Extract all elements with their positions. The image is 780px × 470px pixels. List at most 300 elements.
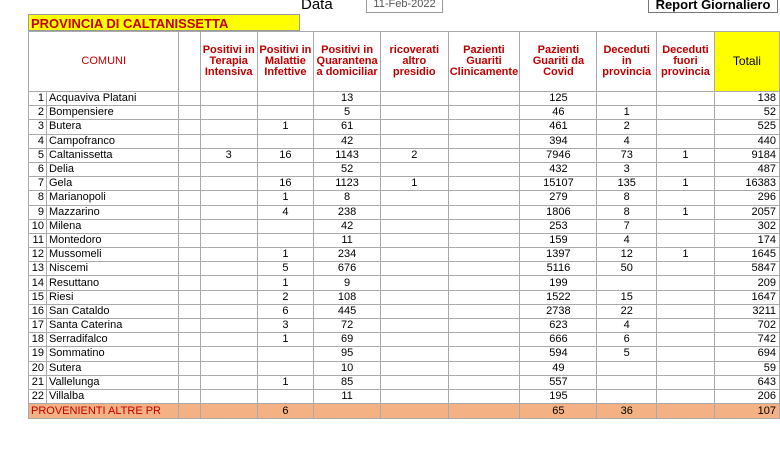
spacer-cell[interactable] (179, 319, 200, 333)
deceduti-fuori-cell[interactable] (657, 191, 715, 205)
malattie-infettive-cell[interactable] (257, 162, 314, 176)
deceduti-provincia-cell[interactable] (597, 92, 657, 106)
terapia-intensiva-cell[interactable] (200, 389, 257, 403)
row-number[interactable]: 12 (29, 248, 47, 262)
guariti-clinicamente-cell[interactable] (448, 361, 520, 375)
totale-cell[interactable]: 5847 (714, 262, 779, 276)
malattie-infettive-cell[interactable]: 3 (257, 319, 314, 333)
quarantena-cell[interactable]: 5 (314, 106, 381, 120)
comune-name[interactable]: Delia (46, 162, 179, 176)
guariti-clinicamente-cell[interactable] (448, 262, 520, 276)
row-number[interactable]: 14 (29, 276, 47, 290)
malattie-infettive-cell[interactable] (257, 233, 314, 247)
comune-name[interactable]: Resuttano (46, 276, 179, 290)
quarantena-cell[interactable]: 238 (314, 205, 381, 219)
terapia-intensiva-cell[interactable] (200, 290, 257, 304)
deceduti-provincia-cell[interactable]: 73 (597, 148, 657, 162)
quarantena-cell[interactable]: 10 (314, 361, 381, 375)
quarantena-cell[interactable]: 676 (314, 262, 381, 276)
spacer-cell[interactable] (179, 248, 200, 262)
deceduti-fuori-cell[interactable] (657, 262, 715, 276)
spacer-cell[interactable] (179, 290, 200, 304)
totale-cell[interactable]: 52 (714, 106, 779, 120)
deceduti-provincia-cell[interactable]: 3 (597, 162, 657, 176)
deceduti-fuori-cell[interactable]: 1 (657, 205, 715, 219)
deceduti-fuori-cell[interactable] (657, 92, 715, 106)
terapia-intensiva-cell[interactable] (200, 177, 257, 191)
row-number[interactable]: 3 (29, 120, 47, 134)
terapia-intensiva-cell[interactable] (200, 304, 257, 318)
deceduti-fuori-cell[interactable]: 1 (657, 148, 715, 162)
date-label: Data (301, 0, 333, 13)
guariti-covid-cell[interactable]: 7946 (520, 148, 597, 162)
malattie-infettive-cell[interactable]: 1 (257, 333, 314, 347)
totale-cell[interactable]: 16383 (714, 177, 779, 191)
row-number[interactable]: 7 (29, 177, 47, 191)
guariti-clinicamente-cell[interactable] (448, 191, 520, 205)
totale-cell[interactable]: 2057 (714, 205, 779, 219)
guariti-clinicamente-cell[interactable] (448, 333, 520, 347)
report-table (28, 31, 780, 419)
terapia-intensiva-cell[interactable]: 3 (200, 148, 257, 162)
totale-cell[interactable]: 302 (714, 219, 779, 233)
malattie-infettive-cell[interactable] (257, 347, 314, 361)
guariti-covid-cell[interactable]: 279 (520, 191, 597, 205)
table-row (29, 347, 780, 361)
totale-cell[interactable]: 3211 (714, 304, 779, 318)
quarantena-cell[interactable]: 445 (314, 304, 381, 318)
malattie-infettive-cell[interactable]: 16 (257, 177, 314, 191)
table-row (29, 262, 780, 276)
row-number[interactable]: 8 (29, 191, 47, 205)
altro-presidio-cell[interactable] (381, 120, 448, 134)
quarantena-cell[interactable]: 1123 (314, 177, 381, 191)
totale-cell[interactable]: 9184 (714, 148, 779, 162)
footer-spacer-cell[interactable] (179, 404, 200, 419)
quarantena-cell[interactable]: 72 (314, 319, 381, 333)
table-row (29, 134, 780, 148)
col-header-deceduti-fuori: Deceduti fuori provincia (657, 32, 715, 92)
footer-altro-presidio-cell[interactable] (381, 404, 448, 419)
terapia-intensiva-cell[interactable] (200, 375, 257, 389)
row-number[interactable]: 1 (29, 92, 47, 106)
comune-name[interactable]: Sommatino (46, 347, 179, 361)
altro-presidio-cell[interactable] (381, 389, 448, 403)
deceduti-provincia-cell[interactable]: 4 (597, 233, 657, 247)
deceduti-fuori-cell[interactable] (657, 106, 715, 120)
malattie-infettive-cell[interactable]: 2 (257, 290, 314, 304)
terapia-intensiva-cell[interactable] (200, 262, 257, 276)
terapia-intensiva-cell[interactable] (200, 106, 257, 120)
comune-name[interactable]: Mussomeli (46, 248, 179, 262)
comune-name[interactable]: Villalba (46, 389, 179, 403)
table-row (29, 106, 780, 120)
deceduti-fuori-cell[interactable] (657, 333, 715, 347)
terapia-intensiva-cell[interactable] (200, 219, 257, 233)
comune-name[interactable]: Vallelunga (46, 375, 179, 389)
deceduti-fuori-cell[interactable]: 1 (657, 177, 715, 191)
row-number[interactable]: 19 (29, 347, 47, 361)
guariti-clinicamente-cell[interactable] (448, 205, 520, 219)
footer-malattie-infettive-cell[interactable]: 6 (257, 404, 314, 419)
spacer-cell[interactable] (179, 148, 200, 162)
totale-cell[interactable]: 440 (714, 134, 779, 148)
deceduti-provincia-cell[interactable]: 4 (597, 134, 657, 148)
table-row (29, 177, 780, 191)
comune-name[interactable]: Acquaviva Platani (46, 92, 179, 106)
comune-name[interactable]: Mazzarino (46, 205, 179, 219)
guariti-clinicamente-cell[interactable] (448, 162, 520, 176)
guariti-covid-cell[interactable]: 199 (520, 276, 597, 290)
deceduti-provincia-cell[interactable] (597, 276, 657, 290)
row-number[interactable]: 18 (29, 333, 47, 347)
terapia-intensiva-cell[interactable] (200, 276, 257, 290)
quarantena-cell[interactable]: 42 (314, 134, 381, 148)
guariti-clinicamente-cell[interactable] (448, 304, 520, 318)
altro-presidio-cell[interactable] (381, 248, 448, 262)
guariti-clinicamente-cell[interactable] (448, 248, 520, 262)
guariti-covid-cell[interactable]: 46 (520, 106, 597, 120)
row-number[interactable]: 13 (29, 262, 47, 276)
altro-presidio-cell[interactable] (381, 361, 448, 375)
row-number[interactable]: 11 (29, 233, 47, 247)
totale-cell[interactable]: 742 (714, 333, 779, 347)
quarantena-cell[interactable]: 9 (314, 276, 381, 290)
row-number[interactable]: 21 (29, 375, 47, 389)
guariti-clinicamente-cell[interactable] (448, 219, 520, 233)
deceduti-provincia-cell[interactable] (597, 375, 657, 389)
spacer-cell[interactable] (179, 177, 200, 191)
deceduti-fuori-cell[interactable] (657, 219, 715, 233)
deceduti-fuori-cell[interactable] (657, 361, 715, 375)
row-number[interactable]: 15 (29, 290, 47, 304)
spacer-cell[interactable] (179, 304, 200, 318)
totale-cell[interactable]: 1647 (714, 290, 779, 304)
spacer-cell[interactable] (179, 106, 200, 120)
guariti-clinicamente-cell[interactable] (448, 120, 520, 134)
deceduti-provincia-cell[interactable]: 8 (597, 205, 657, 219)
totale-cell[interactable]: 694 (714, 347, 779, 361)
guariti-clinicamente-cell[interactable] (448, 276, 520, 290)
deceduti-fuori-cell[interactable] (657, 120, 715, 134)
altro-presidio-cell[interactable] (381, 304, 448, 318)
spacer-cell[interactable] (179, 191, 200, 205)
terapia-intensiva-cell[interactable] (200, 120, 257, 134)
guariti-clinicamente-cell[interactable] (448, 177, 520, 191)
quarantena-cell[interactable]: 69 (314, 333, 381, 347)
comune-name[interactable]: Milena (46, 219, 179, 233)
altro-presidio-cell[interactable] (381, 162, 448, 176)
guariti-covid-cell[interactable]: 1397 (520, 248, 597, 262)
malattie-infettive-cell[interactable] (257, 92, 314, 106)
col-header-deceduti-provincia: Deceduti in provincia (597, 32, 657, 92)
guariti-covid-cell[interactable]: 1522 (520, 290, 597, 304)
totale-cell[interactable]: 138 (714, 92, 779, 106)
deceduti-provincia-cell[interactable]: 15 (597, 290, 657, 304)
guariti-clinicamente-cell[interactable] (448, 375, 520, 389)
guariti-covid-cell[interactable]: 195 (520, 389, 597, 403)
col-header-quarantena: Positivi in Quarantena a domiciliar (314, 32, 381, 92)
deceduti-provincia-cell[interactable]: 4 (597, 319, 657, 333)
quarantena-cell[interactable]: 13 (314, 92, 381, 106)
altro-presidio-cell[interactable] (381, 262, 448, 276)
deceduti-provincia-cell[interactable]: 7 (597, 219, 657, 233)
totale-cell[interactable]: 174 (714, 233, 779, 247)
altro-presidio-cell[interactable] (381, 276, 448, 290)
quarantena-cell[interactable]: 85 (314, 375, 381, 389)
row-number[interactable]: 20 (29, 361, 47, 375)
table-row (29, 205, 780, 219)
totale-cell[interactable]: 296 (714, 191, 779, 205)
comune-name[interactable]: Campofranco (46, 134, 179, 148)
guariti-covid-cell[interactable]: 125 (520, 92, 597, 106)
altro-presidio-cell[interactable] (381, 191, 448, 205)
spacer-cell[interactable] (179, 262, 200, 276)
spacer-cell[interactable] (179, 92, 200, 106)
spacer-cell[interactable] (179, 389, 200, 403)
terapia-intensiva-cell[interactable] (200, 92, 257, 106)
altro-presidio-cell[interactable] (381, 233, 448, 247)
row-number[interactable]: 16 (29, 304, 47, 318)
terapia-intensiva-cell[interactable] (200, 361, 257, 375)
quarantena-cell[interactable]: 11 (314, 389, 381, 403)
row-number[interactable]: 5 (29, 148, 47, 162)
spacer-cell[interactable] (179, 361, 200, 375)
malattie-infettive-cell[interactable]: 16 (257, 148, 314, 162)
totale-cell[interactable]: 643 (714, 375, 779, 389)
guariti-covid-cell[interactable]: 253 (520, 219, 597, 233)
spacer-cell[interactable] (179, 333, 200, 347)
malattie-infettive-cell[interactable]: 1 (257, 276, 314, 290)
guariti-covid-cell[interactable]: 594 (520, 347, 597, 361)
deceduti-fuori-cell[interactable] (657, 347, 715, 361)
deceduti-fuori-cell[interactable] (657, 319, 715, 333)
quarantena-cell[interactable]: 108 (314, 290, 381, 304)
quarantena-cell[interactable]: 8 (314, 191, 381, 205)
spacer-cell[interactable] (179, 162, 200, 176)
quarantena-cell[interactable]: 234 (314, 248, 381, 262)
footer-guariti-clinicamente-cell[interactable] (448, 404, 520, 419)
row-number[interactable]: 17 (29, 319, 47, 333)
row-number[interactable]: 22 (29, 389, 47, 403)
row-number[interactable]: 10 (29, 219, 47, 233)
comune-name[interactable]: San Cataldo (46, 304, 179, 318)
guariti-clinicamente-cell[interactable] (448, 92, 520, 106)
comune-name[interactable]: Caltanissetta (46, 148, 179, 162)
malattie-infettive-cell[interactable]: 1 (257, 248, 314, 262)
row-number[interactable]: 9 (29, 205, 47, 219)
terapia-intensiva-cell[interactable] (200, 191, 257, 205)
quarantena-cell[interactable]: 52 (314, 162, 381, 176)
guariti-clinicamente-cell[interactable] (448, 319, 520, 333)
table-row (29, 304, 780, 318)
altro-presidio-cell[interactable] (381, 333, 448, 347)
comune-name[interactable]: Sutera (46, 361, 179, 375)
footer-deceduti-provincia-cell[interactable]: 36 (597, 404, 657, 419)
altro-presidio-cell[interactable]: 2 (381, 148, 448, 162)
table-row (29, 120, 780, 134)
spacer-cell[interactable] (179, 375, 200, 389)
malattie-infettive-cell[interactable] (257, 389, 314, 403)
quarantena-cell[interactable]: 1143 (314, 148, 381, 162)
totale-cell[interactable]: 1645 (714, 248, 779, 262)
guariti-covid-cell[interactable]: 49 (520, 361, 597, 375)
guariti-covid-cell[interactable]: 159 (520, 233, 597, 247)
guariti-covid-cell[interactable]: 432 (520, 162, 597, 176)
spacer-cell[interactable] (179, 233, 200, 247)
terapia-intensiva-cell[interactable] (200, 333, 257, 347)
deceduti-fuori-cell[interactable] (657, 276, 715, 290)
deceduti-provincia-cell[interactable]: 2 (597, 120, 657, 134)
table-row (29, 191, 780, 205)
terapia-intensiva-cell[interactable] (200, 319, 257, 333)
footer-quarantena-cell[interactable] (314, 404, 381, 419)
altro-presidio-cell[interactable] (381, 92, 448, 106)
totale-cell[interactable]: 702 (714, 319, 779, 333)
quarantena-cell[interactable]: 95 (314, 347, 381, 361)
quarantena-cell[interactable]: 11 (314, 233, 381, 247)
deceduti-fuori-cell[interactable] (657, 233, 715, 247)
deceduti-provincia-cell[interactable]: 8 (597, 191, 657, 205)
footer-guariti-covid-cell[interactable]: 65 (520, 404, 597, 419)
malattie-infettive-cell[interactable] (257, 134, 314, 148)
comune-name[interactable]: Gela (46, 177, 179, 191)
totale-cell[interactable]: 525 (714, 120, 779, 134)
deceduti-provincia-cell[interactable] (597, 389, 657, 403)
altro-presidio-cell[interactable] (381, 319, 448, 333)
deceduti-fuori-cell[interactable] (657, 389, 715, 403)
spacer-cell[interactable] (179, 219, 200, 233)
guariti-clinicamente-cell[interactable] (448, 134, 520, 148)
col-header-guariti-covid: Pazienti Guariti da Covid (520, 32, 597, 92)
comune-name[interactable]: Niscemi (46, 262, 179, 276)
malattie-infettive-cell[interactable] (257, 106, 314, 120)
guariti-covid-cell[interactable]: 2738 (520, 304, 597, 318)
deceduti-provincia-cell[interactable]: 1 (597, 106, 657, 120)
quarantena-cell[interactable]: 61 (314, 120, 381, 134)
altro-presidio-cell[interactable] (381, 205, 448, 219)
terapia-intensiva-cell[interactable] (200, 205, 257, 219)
table-row (29, 248, 780, 262)
comune-name[interactable]: Santa Caterina (46, 319, 179, 333)
table-row (29, 290, 780, 304)
altro-presidio-cell[interactable] (381, 375, 448, 389)
deceduti-fuori-cell[interactable]: 1 (657, 248, 715, 262)
deceduti-provincia-cell[interactable]: 12 (597, 248, 657, 262)
row-number[interactable]: 2 (29, 106, 47, 120)
totale-cell[interactable]: 59 (714, 361, 779, 375)
table-row (29, 276, 780, 290)
comune-name[interactable]: Riesi (46, 290, 179, 304)
comune-name[interactable]: Serradifalco (46, 333, 179, 347)
spacer-cell[interactable] (179, 120, 200, 134)
deceduti-fuori-cell[interactable] (657, 290, 715, 304)
altro-presidio-cell[interactable]: 1 (381, 177, 448, 191)
malattie-infettive-cell[interactable]: 5 (257, 262, 314, 276)
comune-name[interactable]: Montedoro (46, 233, 179, 247)
deceduti-fuori-cell[interactable] (657, 162, 715, 176)
spacer-cell[interactable] (179, 205, 200, 219)
guariti-clinicamente-cell[interactable] (448, 290, 520, 304)
malattie-infettive-cell[interactable]: 6 (257, 304, 314, 318)
table-row (29, 162, 780, 176)
comune-name[interactable]: Bompensiere (46, 106, 179, 120)
deceduti-provincia-cell[interactable]: 5 (597, 347, 657, 361)
guariti-covid-cell[interactable]: 623 (520, 319, 597, 333)
deceduti-fuori-cell[interactable] (657, 134, 715, 148)
spacer-cell[interactable] (179, 347, 200, 361)
deceduti-fuori-cell[interactable] (657, 304, 715, 318)
guariti-covid-cell[interactable]: 557 (520, 375, 597, 389)
table-row (29, 319, 780, 333)
deceduti-provincia-cell[interactable]: 50 (597, 262, 657, 276)
table-row (29, 333, 780, 347)
terapia-intensiva-cell[interactable] (200, 162, 257, 176)
malattie-infettive-cell[interactable]: 1 (257, 120, 314, 134)
guariti-covid-cell[interactable]: 394 (520, 134, 597, 148)
totale-cell[interactable]: 209 (714, 276, 779, 290)
footer-totale-cell[interactable]: 107 (714, 404, 779, 419)
spacer-cell[interactable] (179, 276, 200, 290)
date-value[interactable]: 11-Feb-2022 (366, 0, 443, 13)
guariti-clinicamente-cell[interactable] (448, 106, 520, 120)
guariti-clinicamente-cell[interactable] (448, 389, 520, 403)
terapia-intensiva-cell[interactable] (200, 347, 257, 361)
footer-deceduti-fuori-cell[interactable] (657, 404, 715, 419)
guariti-covid-cell[interactable]: 666 (520, 333, 597, 347)
malattie-infettive-cell[interactable]: 1 (257, 375, 314, 389)
table-row (29, 148, 780, 162)
comune-name[interactable]: Marianopoli (46, 191, 179, 205)
footer-terapia-intensiva-cell[interactable] (200, 404, 257, 419)
guariti-covid-cell[interactable]: 461 (520, 120, 597, 134)
malattie-infettive-cell[interactable]: 1 (257, 191, 314, 205)
deceduti-provincia-cell[interactable]: 135 (597, 177, 657, 191)
guariti-covid-cell[interactable]: 5116 (520, 262, 597, 276)
deceduti-provincia-cell[interactable]: 6 (597, 333, 657, 347)
row-number[interactable]: 6 (29, 162, 47, 176)
guariti-clinicamente-cell[interactable] (448, 148, 520, 162)
altro-presidio-cell[interactable] (381, 106, 448, 120)
terapia-intensiva-cell[interactable] (200, 134, 257, 148)
footer-label[interactable]: PROVENIENTI ALTRE PR (29, 404, 179, 419)
comune-name[interactable]: Butera (46, 120, 179, 134)
table-row (29, 389, 780, 403)
totale-cell[interactable]: 206 (714, 389, 779, 403)
altro-presidio-cell[interactable] (381, 347, 448, 361)
altro-presidio-cell[interactable] (381, 134, 448, 148)
guariti-covid-cell[interactable]: 1806 (520, 205, 597, 219)
spacer-cell[interactable] (179, 134, 200, 148)
guariti-clinicamente-cell[interactable] (448, 233, 520, 247)
guariti-clinicamente-cell[interactable] (448, 347, 520, 361)
malattie-infettive-cell[interactable] (257, 361, 314, 375)
altro-presidio-cell[interactable] (381, 290, 448, 304)
table-row (29, 361, 780, 375)
deceduti-fuori-cell[interactable] (657, 375, 715, 389)
malattie-infettive-cell[interactable] (257, 219, 314, 233)
totale-cell[interactable]: 487 (714, 162, 779, 176)
deceduti-provincia-cell[interactable] (597, 361, 657, 375)
quarantena-cell[interactable]: 42 (314, 219, 381, 233)
guariti-covid-cell[interactable]: 15107 (520, 177, 597, 191)
row-number[interactable]: 4 (29, 134, 47, 148)
terapia-intensiva-cell[interactable] (200, 248, 257, 262)
malattie-infettive-cell[interactable]: 4 (257, 205, 314, 219)
altro-presidio-cell[interactable] (381, 219, 448, 233)
terapia-intensiva-cell[interactable] (200, 233, 257, 247)
deceduti-provincia-cell[interactable]: 22 (597, 304, 657, 318)
